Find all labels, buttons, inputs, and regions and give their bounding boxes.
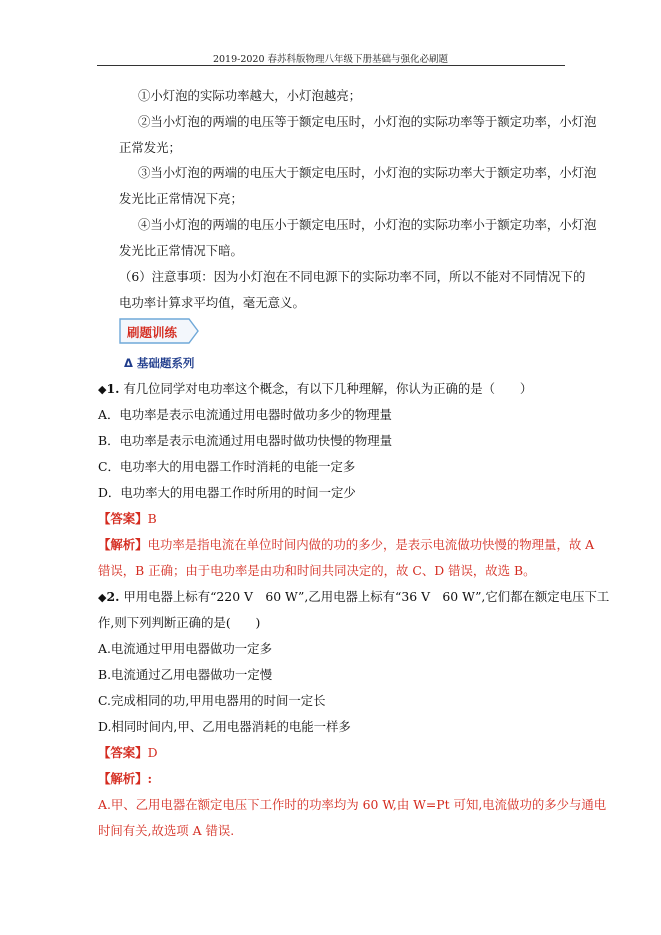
- answer-value: D: [147, 745, 158, 760]
- note-line-2: 电功率计算求平均值，毫无意义。: [119, 295, 305, 310]
- q1-option-c: C．电功率大的用电器工作时消耗的电能一定多: [98, 459, 356, 474]
- answer-label: 【答案】: [98, 511, 148, 526]
- note-line-1: （6）注意事项：因为小灯泡在不同电源下的实际功率不同，所以不能对不同情况下的: [119, 269, 586, 284]
- section-label: Δ 基础题系列: [124, 356, 195, 370]
- point-3-cont: 发光比正常情况下亮；: [119, 191, 243, 206]
- question-number: 1.: [106, 381, 120, 396]
- q1-option-a: A．电功率是表示电流通过用电器时做功多少的物理量: [98, 407, 392, 422]
- point-4: ④当小灯泡的两端的电压小于额定电压时，小灯泡的实际功率小于额定功率，小灯泡: [138, 217, 597, 232]
- answer-label: 【答案】: [98, 745, 148, 760]
- header-rule: [97, 65, 565, 66]
- question-2-stem-cont: 作,则下列判断正确的是( ): [98, 615, 261, 630]
- q2-option-b: B.电流通过乙用电器做功一定慢: [98, 667, 273, 682]
- question-1-stem: [98, 380, 532, 398]
- q1-option-d: D．电功率大的用电器工作时所用的时间一定少: [98, 485, 356, 500]
- page-header: 2019-2020 春苏科版物理八年级下册基础与强化必刷题: [212, 54, 449, 65]
- q2-analysis-line-2: 时间有关,故选项 A 错误.: [98, 823, 235, 838]
- question-number: 2.: [106, 589, 120, 604]
- q2-option-c: C.完成相同的功,甲用电器用的时间一定长: [98, 693, 326, 708]
- point-2: ②当小灯泡的两端的电压等于额定电压时，小灯泡的实际功率等于额定功率，小灯泡: [138, 114, 597, 129]
- analysis-label: 【解析】: [98, 537, 148, 552]
- q2-analysis-label: 【解析】:: [98, 771, 153, 786]
- analysis-text: 电功率是指电流在单位时间内做的功的多少，是表示电流做功快慢的物理量，故 A: [147, 537, 595, 552]
- q2-option-d: D.相同时间内,甲、乙用电器消耗的电能一样多: [98, 719, 351, 734]
- point-3: ③当小灯泡的两端的电压大于额定电压时，小灯泡的实际功率大于额定功率，小灯泡: [138, 165, 597, 180]
- badge-label: 刷题训练: [127, 325, 178, 340]
- q1-option-b: B．电功率是表示电流通过用电器时做功快慢的物理量: [98, 433, 393, 448]
- answer-value: B: [147, 511, 157, 526]
- diamond-marker-icon: ◆: [98, 591, 107, 604]
- diamond-marker-icon: ◆: [98, 383, 107, 396]
- q2-option-a: A.电流通过甲用电器做功一定多: [98, 641, 272, 656]
- question-text: 有几位同学对电功率这个概念，有以下几种理解，你认为正确的是（ ）: [123, 381, 533, 396]
- point-1: ①小灯泡的实际功率越大，小灯泡越亮；: [138, 88, 362, 103]
- practice-badge: [119, 318, 199, 344]
- question-2-stem: [98, 588, 609, 606]
- question-text: 甲用电器上标有“220 V 60 W”,乙用电器上标有“36 V 60 W”,它们都在额定电压下工: [123, 589, 610, 604]
- q2-analysis-line-1: A.甲、乙用电器在额定电压下工作时的功率均为 60 W,由 W=Pt 可知,电流做功的多少与通电: [98, 797, 607, 812]
- q2-answer: [98, 744, 158, 761]
- point-2-cont: 正常发光；: [119, 140, 181, 155]
- point-4-cont: 发光比正常情况下暗。: [119, 243, 243, 258]
- q1-answer: [98, 510, 157, 527]
- q1-analysis-line-1: [98, 536, 594, 553]
- q1-analysis-line-2: 错误，B 正确；由于电功率是由功和时间共同决定的，故 C、D 错误，故选 B。: [98, 563, 536, 578]
